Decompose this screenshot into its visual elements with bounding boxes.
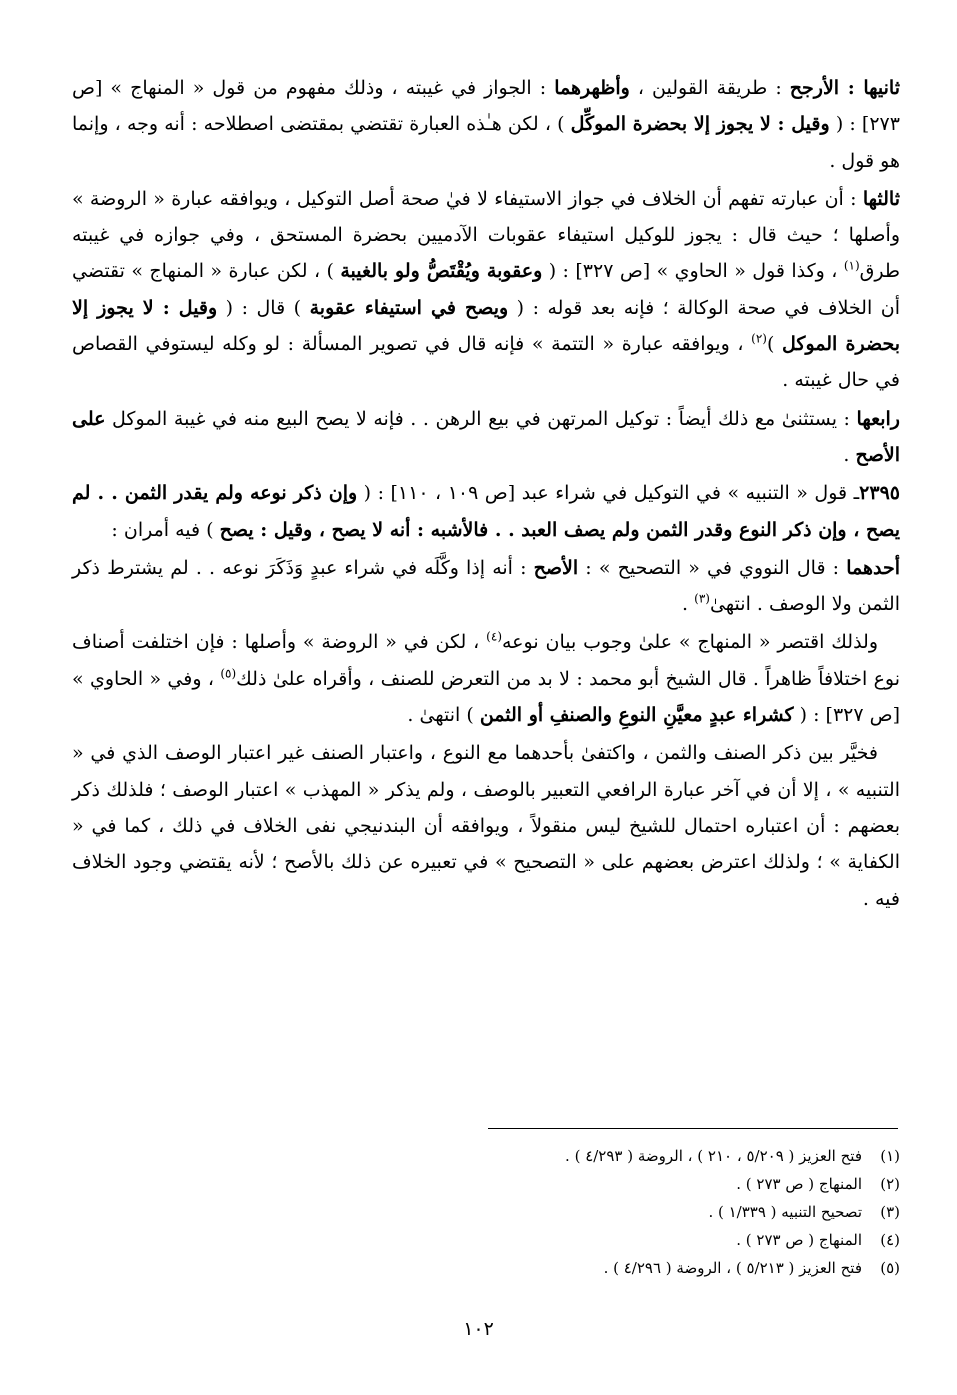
paragraph — [72, 401, 900, 474]
footnote-number: (١) — [880, 1147, 900, 1165]
text-run: ، وكذا قول « الحاوي » [ص ٣٢٧] : ( — [542, 260, 844, 283]
footnote — [400, 1198, 900, 1226]
bold-text: ثالثها — [862, 187, 900, 210]
text-run: : الجواز في غيبته ، وذلك مفهوم من قول « المنهاج » [ص ٢٧٣] : ( — [72, 77, 900, 136]
footnote-text: فتح العزيز ( ٥/٢١٣ ) ، الروضة ( ٤/٢٩٦ ) . — [603, 1259, 862, 1277]
footnote — [400, 1226, 900, 1254]
bold-text: ويصح في استيفاء عقوبة — [309, 296, 509, 319]
page-number: ١٠٢ — [463, 1318, 494, 1340]
footnote — [400, 1254, 900, 1282]
text-run: ) قال : ( — [217, 296, 310, 319]
footnote — [400, 1170, 900, 1198]
text-run: ، وفي « الحاوي » [ص ٣٢٧] : ( — [72, 667, 900, 727]
bold-text: كشراء عبدٍ معيَّنِ النوعِ والصنفِ أو الثمن — [479, 704, 794, 727]
text-run: : يستثنىٰ مع ذلك أيضاً : توكيل المرتهن في بيع الرهن . . فإنه لا يصح البيع منه في غيبة الموكل — [105, 407, 857, 430]
footnote — [400, 1142, 900, 1170]
text-run: ، ويوافقه عبارة « التتمة » فإنه قال في تصوير المسألة : لو وكله ليستوفي القصاص في حال غيبته . — [72, 333, 900, 392]
paragraph — [72, 70, 900, 179]
footnote-ref: (٥) — [220, 666, 237, 681]
footnote-ref: (١) — [843, 259, 860, 274]
main-text — [72, 70, 900, 919]
text-run: ـ قول « التنبيه » في التوكيل في شراء عبد [ص ١٠٩ ، ١١٠] : ( — [357, 482, 860, 505]
text-run: : طريقة القولين ، — [629, 77, 790, 99]
bold-text: على الأصح — [72, 407, 900, 466]
bold-text: ٢٣٩٥ — [859, 482, 900, 505]
text-run: ) ، لكن هـٰذه العبارة تقتضي بمقتضى اصطلاحه : أنه وجه ، وإنما هو قول . — [72, 113, 900, 172]
bold-text: الأصح — [533, 556, 579, 579]
text-run: : أن عبارته تفهم أن الخلاف في جواز الاستيفاء لا فيٰ صحة أصل التوكيل ، ويوافقه عبارة « الروضة » وأصلها ؛ حيث قال : يجوز للوكيل استيفاء عقوبات الآدميين بحضرة المستحق ، وفي جوازه في غيبته طرق — [72, 187, 900, 283]
footnote-number: (٤) — [880, 1231, 900, 1249]
text-run: : أنه إذا وكَّلَه في شراء عبدٍ وَذَكَرَ نوعه . . لم يشترط ذكر الثمن ولا الوصف . انتهىٰ — [72, 556, 900, 616]
text-run: ) ، لكن عبارة « المنهاج » تقتضي أن الخلاف في صحة الوكالة ؛ فإنه بعد قوله : ( — [72, 260, 900, 319]
text-run: : قال النووي في « التصحيح » : — [578, 556, 847, 579]
paragraph — [72, 181, 900, 399]
bold-text: رابعها — [856, 407, 900, 430]
bold-text: وقيل : لا يجوز إلا بحضرة الموكِّل — [570, 113, 830, 136]
text-run: فخيَّر بين ذكر الصنف والثمن ، واكتفىٰ بأحدهما مع النوع ، واعتبار الصنف غير اعتبار الوصف الذي في « التنبيه » ، إلا أن في آخر عبارة الرافعي التعبير بالوصف ، ولم يذكر « المهذب » اعتبار الوصف ؛ فلذلك ذكر بعضهم : أن اعتباره احتمال للشيخ ليس منقولاً ، ويوافقه أن البندنيجي نفى الخلاف في ذلك ، كما في « الكفاية » ؛ ولذلك اعترض بعضهم على « التصحيح » في تعبيره عن ذلك بالأصح ؛ لأنه يقتضي وجود الخلاف فيه . — [72, 742, 900, 910]
bold-text: أحدهما — [846, 556, 900, 579]
footnote-text: المنهاج ( ص ٢٧٣ ) . — [736, 1175, 862, 1193]
footnote-number: (٥) — [880, 1259, 900, 1277]
bold-text: الأرجح — [789, 77, 840, 99]
footnote-divider — [488, 1128, 898, 1129]
text-run: ) انتهىٰ . — [407, 704, 480, 727]
text-run: ، لكن في « الروضة » وأصلها : فإن اختلفت أصناف نوع اختلافاً ظاهراً . قال الشيخ أبو محمد : لا بد من التعرض للصنف ، وأقراه علىٰ ذلك — [72, 631, 901, 690]
paragraph — [72, 475, 900, 548]
footnote-ref: (٢) — [751, 331, 767, 346]
footnote-text: المنهاج ( ص ٢٧٣ ) . — [736, 1231, 862, 1249]
footnote-text: تصحيح التنبيه ( ١/٣٣٩ ) . — [708, 1203, 862, 1221]
bold-text: وعقوبة ويُقْتَصُّ ولو بالغيبة — [340, 260, 543, 283]
footnote-number: (٣) — [880, 1203, 900, 1221]
text-run: ولذلك اقتصر « المنهاج » علىٰ وجوب بيان نوعه — [502, 631, 879, 654]
footnote-number: (٢) — [880, 1175, 900, 1193]
bold-text: وقيل : لا يجوز إلا بحضرة الموكل — [72, 296, 901, 356]
bold-text: وإن ذكر نوعه ولم يقدر الثمن . . لم يصح ، وإن ذكر النوع وقدر الثمن ولم يصف العبد . . فالأشبه : أنه لا يصح ، وقيل : يصح — [72, 482, 900, 541]
bold-text: وأظهرهما — [554, 77, 630, 99]
text-run: ) — [766, 333, 783, 356]
footnote-ref: (٣) — [694, 591, 710, 606]
paragraph — [72, 735, 900, 916]
text-run: ) فيه أمران : — [111, 518, 220, 541]
bold-text: ثانيها : — [839, 77, 901, 99]
footnote-ref: (٤) — [486, 630, 502, 645]
text-run: . — [682, 593, 695, 616]
footnote-text: فتح العزيز ( ٥/٢٠٩ ، ٢١٠ ) ، الروضة ( ٤/٢٩٣ ) . — [565, 1147, 862, 1165]
paragraph — [72, 624, 900, 733]
footnotes — [400, 1142, 900, 1282]
text-run: . — [843, 443, 856, 466]
paragraph — [72, 550, 900, 623]
